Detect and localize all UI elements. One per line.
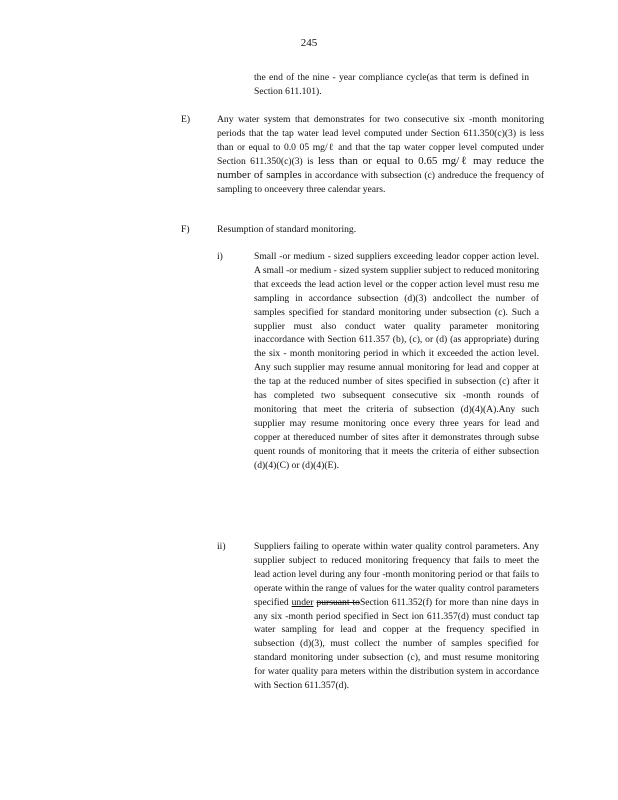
item-e-text-b: less than or equal to 0.65 mg/ℓ may reduce the number of samples [217, 154, 544, 181]
continuation-paragraph: the end of the nine - year compliance cycle(as that term is defined in Section 611.101). [254, 72, 529, 97]
item-e-text-a: Any water system that demonstrates for two consecutive six -month monitoring periods that the tap water lead level computed under Section 611.350(c)(3) is less than or equal to 0.0 05 mg/ℓ and that the tap water copper level computed under Section 611.350(c)(3) is [217, 114, 544, 167]
item-f-i-paragraph: Small -or medium - sized suppliers exceeding leador copper action level. A small -or medium - sized system supplier subject to reduced monitoring that exceeds the lead action level or the copper action level must resu me sampling in accordance subsection (d)(3) andcollect the number of samples specified for standard monitoring under subsection (c). Such a supplier must also conduct water quality parameter monitoring inaccordance with Section 611.357 (b), (c), or (d) (as appropriate) during the six - month monitoring period in which it exceeded the action level. Any such supplier may resume annual monitoring for lead and copper at the tap at the reduced number of sites specified in subsection (c) after it has completed two subsequent consecutive six -month rounds of monitoring that meet the criteria of subsection (d)(4)(A).Any such supplier may resume monitoring once every three years for lead and copper at thereduced number of sites after it demonstrates through subse quent rounds of monitoring that it meets the criteria of either subsection (d)(4)(C) or (d)(4)(E). [254, 251, 539, 471]
item-f-ii-text-a: Suppliers failing to operate within water quality control parameters. Any supplier subject to reduced monitoring frequency that fails to meet the lead action level during any four -month monitoring period or that fails to operate within the range of values for the water quality control parameters specified [254, 541, 539, 608]
deleted-text: pursuant to [316, 596, 360, 608]
item-f-ii-text-b: Section 611.352(f) for more than nine days in any six -month period specified in Sect ion 611.357(d) must conduct tap water sampling for lead and copper at the frequency specified in subsection (d)(3), must collect the number of samples specified for standard monitoring under subsection (c), and must resume monitoring for water quality para meters within the distribution system in accordance with Section 611.357(d). [254, 596, 539, 692]
page-number: 245 [300, 37, 318, 49]
item-e-label: E) [181, 114, 191, 125]
item-e-text-c: in accordance with subsection (c) andreduce the frequency of sampling to onceevery three calendar years. [217, 169, 545, 195]
item-f-label: F) [181, 224, 190, 235]
item-f-ii-paragraph [254, 540, 539, 693]
item-e-paragraph [217, 113, 544, 196]
item-f-ii-label: ii) [217, 541, 226, 552]
item-f-i-label: i) [217, 251, 223, 262]
inserted-text: under [291, 596, 314, 608]
item-f-heading: Resumption of standard monitoring. [217, 224, 357, 235]
